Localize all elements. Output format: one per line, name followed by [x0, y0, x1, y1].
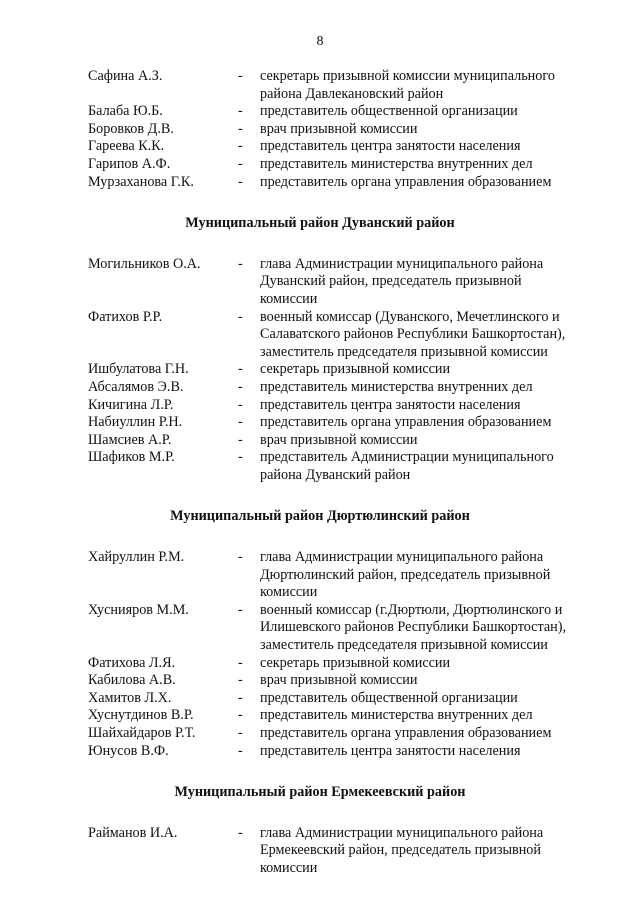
- committee-list: [88, 68, 608, 878]
- separator-dash: -: [238, 689, 243, 706]
- role-line: представитель общественной организации: [260, 103, 518, 120]
- separator-dash: -: [238, 725, 243, 741]
- role-line: комиссии: [260, 859, 318, 876]
- member-name: Фатихова Л.Я.: [88, 654, 176, 671]
- member-name: Гареева К.К.: [88, 138, 165, 155]
- member-name: Шафиков М.Р.: [88, 449, 175, 466]
- member-name: Балаба Ю.Б.: [88, 103, 163, 120]
- member-role: [260, 156, 608, 174]
- separator-dash: -: [238, 120, 243, 137]
- role-line: военный комиссар (Дуванского, Мечетлинского и: [260, 308, 560, 325]
- member-entry: [88, 825, 608, 878]
- member-entry: [88, 707, 608, 725]
- member-name: Набиуллин Р.Н.: [88, 414, 183, 431]
- role-line: представитель органа управления образованием: [260, 725, 552, 741]
- member-entry: [88, 121, 608, 139]
- role-line: района Давлекановский район: [260, 85, 444, 102]
- member-role: [260, 361, 608, 379]
- separator-dash: -: [238, 103, 243, 120]
- member-entry: [88, 549, 608, 602]
- separator-dash: -: [238, 449, 243, 466]
- role-line: глава Администрации муниципального района: [260, 255, 544, 272]
- member-role: [260, 174, 608, 192]
- member-role: [260, 68, 608, 103]
- role-line: представитель министерства внутренних дел: [260, 378, 533, 395]
- role-line: района Дуванский район: [260, 466, 411, 483]
- member-entry: [88, 309, 608, 362]
- member-entry: [88, 156, 608, 174]
- member-entry: [88, 103, 608, 121]
- member-entry: [88, 432, 608, 450]
- member-name: Райманов И.А.: [88, 824, 178, 841]
- separator-dash: -: [238, 654, 243, 671]
- separator-dash: -: [238, 255, 243, 272]
- member-entry: [88, 361, 608, 379]
- role-line: представитель министерства внутренних дел: [260, 155, 533, 172]
- member-name: Юнусов В.Ф.: [88, 742, 169, 759]
- member-role: [260, 549, 608, 602]
- member-entry: [88, 379, 608, 397]
- member-role: [260, 432, 608, 450]
- member-name: Мурзаханова Г.К.: [88, 173, 194, 190]
- member-name: Шайхайдаров Р.Т.: [88, 725, 196, 741]
- member-role: [260, 743, 608, 761]
- member-entry: [88, 655, 608, 673]
- role-line: Дуванский район, председатель призывной: [260, 273, 522, 290]
- separator-dash: -: [238, 824, 243, 841]
- role-line: врач призывной комиссии: [260, 672, 418, 689]
- member-role: [260, 725, 608, 743]
- member-entry: [88, 449, 608, 484]
- member-role: [260, 602, 608, 655]
- role-line: комиссии: [260, 290, 318, 307]
- role-line: представитель министерства внутренних дел: [260, 707, 533, 724]
- member-name: Хуснутдинов В.Р.: [88, 707, 194, 724]
- role-line: представитель центра занятости населения: [260, 138, 521, 155]
- role-line: Ермекеевский район, председатель призывной: [260, 842, 541, 859]
- separator-dash: -: [238, 414, 243, 431]
- role-line: представитель центра занятости населения: [260, 742, 521, 759]
- separator-dash: -: [238, 138, 243, 155]
- member-role: [260, 414, 608, 432]
- role-line: секретарь призывной комиссии муниципального: [260, 68, 555, 84]
- role-line: секретарь призывной комиссии: [260, 361, 451, 378]
- separator-dash: -: [238, 361, 243, 378]
- role-line: Салаватского районов Республики Башкортостан),: [260, 326, 566, 343]
- separator-dash: -: [238, 68, 243, 84]
- member-role: [260, 397, 608, 415]
- member-role: [260, 690, 608, 708]
- member-role: [260, 138, 608, 156]
- member-name: Хайруллин Р.М.: [88, 549, 185, 566]
- member-name: Боровков Д.В.: [88, 120, 174, 137]
- member-role: [260, 655, 608, 673]
- role-line: врач призывной комиссии: [260, 120, 418, 137]
- separator-dash: -: [238, 431, 243, 448]
- role-line: глава Администрации муниципального района: [260, 824, 544, 841]
- member-entry: [88, 725, 608, 743]
- member-name: Ишбулатова Г.Н.: [88, 361, 189, 378]
- member-name: Кабилова А.В.: [88, 672, 176, 689]
- separator-dash: -: [238, 707, 243, 724]
- role-line: представитель органа управления образованием: [260, 414, 552, 431]
- member-entry: [88, 174, 608, 192]
- member-name: Могильников О.А.: [88, 255, 201, 272]
- member-entry: [88, 602, 608, 655]
- separator-dash: -: [238, 155, 243, 172]
- separator-dash: -: [238, 672, 243, 689]
- separator-dash: -: [238, 601, 243, 618]
- member-entry: [88, 690, 608, 708]
- role-line: комиссии: [260, 584, 318, 601]
- member-role: [260, 449, 608, 484]
- member-name: Хуснияров М.М.: [88, 601, 189, 618]
- member-entry: [88, 414, 608, 432]
- member-entry: [88, 743, 608, 761]
- member-name: Гарипов А.Ф.: [88, 155, 171, 172]
- member-name: Кичигина Л.Р.: [88, 396, 174, 413]
- section-title: Муниципальный район Дуванский район: [185, 215, 455, 232]
- page-number: 8: [316, 34, 324, 49]
- role-line: представитель органа управления образованием: [260, 173, 552, 190]
- member-role: [260, 256, 608, 309]
- member-entry: [88, 397, 608, 415]
- member-role: [260, 379, 608, 397]
- role-line: Илишевского районов Республики Башкортостан),: [260, 619, 566, 636]
- member-role: [260, 121, 608, 139]
- member-name: Фатихов Р.Р.: [88, 308, 163, 325]
- role-line: глава Администрации муниципального района: [260, 549, 544, 566]
- separator-dash: -: [238, 308, 243, 325]
- member-entry: [88, 672, 608, 690]
- role-line: заместитель председателя призывной комиссии: [260, 343, 548, 360]
- role-line: представитель общественной организации: [260, 689, 518, 706]
- role-line: секретарь призывной комиссии: [260, 654, 451, 671]
- separator-dash: -: [238, 378, 243, 395]
- separator-dash: -: [238, 742, 243, 759]
- role-line: заместитель председателя призывной комиссии: [260, 637, 548, 654]
- member-name: Сафина А.З.: [88, 68, 163, 84]
- role-line: Дюртюлинский район, председатель призывной: [260, 566, 551, 583]
- section-title: Муниципальный район Ермекеевский район: [174, 784, 466, 801]
- member-name: Абсалямов Э.В.: [88, 378, 184, 395]
- member-role: [260, 707, 608, 725]
- member-role: [260, 672, 608, 690]
- member-entry: [88, 256, 608, 309]
- role-line: представитель Администрации муниципального: [260, 449, 554, 466]
- member-role: [260, 103, 608, 121]
- section-title: Муниципальный район Дюртюлинский район: [170, 508, 470, 525]
- member-role: [260, 309, 608, 362]
- separator-dash: -: [238, 173, 243, 190]
- member-role: [260, 825, 608, 878]
- member-entry: [88, 68, 608, 103]
- member-name: Хамитов Л.Х.: [88, 689, 172, 706]
- role-line: представитель центра занятости населения: [260, 396, 521, 413]
- role-line: военный комиссар (г.Дюртюли, Дюртюлинского и: [260, 601, 563, 618]
- separator-dash: -: [238, 396, 243, 413]
- role-line: врач призывной комиссии: [260, 431, 418, 448]
- member-name: Шамсиев А.Р.: [88, 431, 172, 448]
- separator-dash: -: [238, 549, 243, 566]
- member-entry: [88, 138, 608, 156]
